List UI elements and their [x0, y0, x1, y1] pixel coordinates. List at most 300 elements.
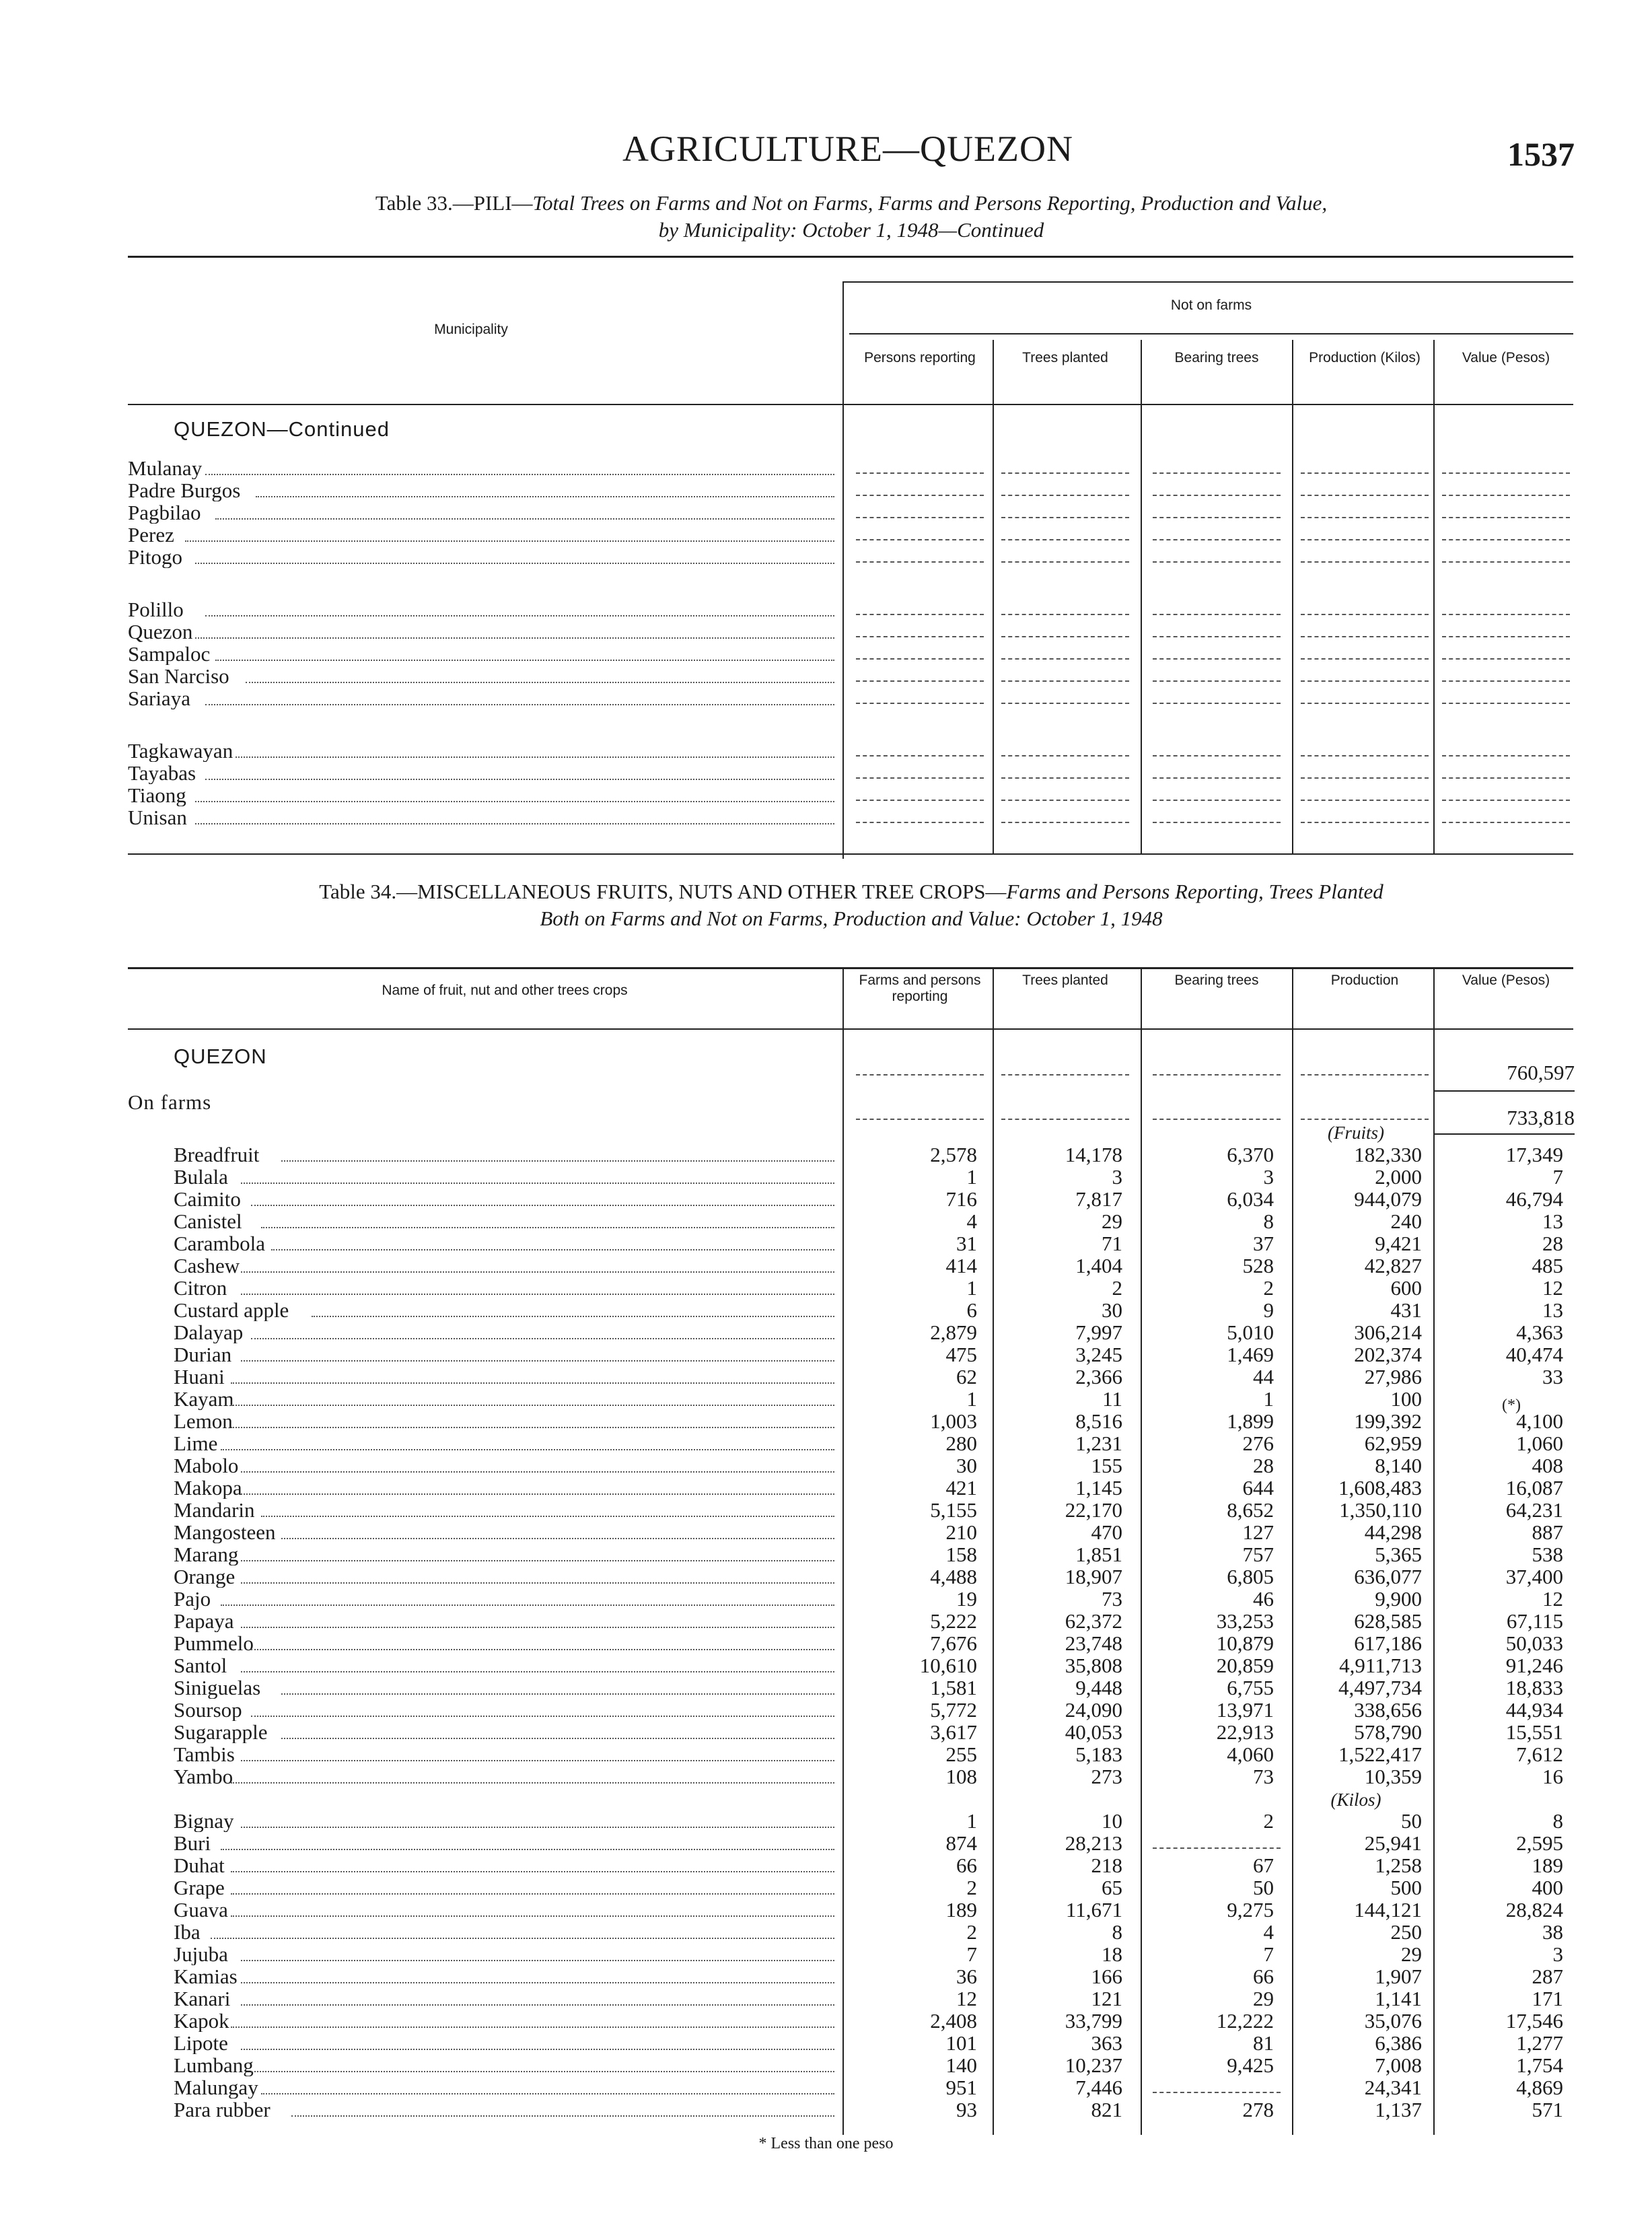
table34-cell: 64,231	[1505, 1498, 1563, 1522]
table34-cell: 140	[945, 2053, 977, 2077]
table34-cell: 2	[1112, 1276, 1122, 1300]
leader-dots	[231, 1382, 834, 1384]
empty-cell-dash	[1301, 1074, 1429, 1076]
table34-cell: 9,275	[1227, 1898, 1274, 1922]
table33-column-header: Value (Pesos)	[1462, 350, 1550, 365]
table34-cell: 33,799	[1065, 2009, 1122, 2033]
table34-cell: 9,425	[1227, 2053, 1274, 2077]
table33-header-rule	[128, 404, 1573, 405]
table33-caption	[101, 190, 1602, 244]
empty-cell-dash	[1442, 822, 1570, 823]
table34-cell: 1,608,483	[1338, 1476, 1422, 1500]
table34-cell: 5,155	[930, 1498, 977, 1522]
table34-cell: 7,446	[1075, 2076, 1122, 2099]
leader-dots	[231, 1782, 834, 1784]
table34-cell: 30	[1102, 1298, 1122, 1322]
crop-name: Carambola	[174, 1233, 266, 1255]
table34-cell: 5,222	[930, 1609, 977, 1633]
empty-cell-dash	[1301, 636, 1429, 637]
table34-cell: 400	[1532, 1876, 1563, 1899]
empty-cell-dash	[1442, 777, 1570, 779]
empty-cell-dash	[1301, 472, 1429, 474]
crop-name: Malungay	[174, 2077, 258, 2099]
table34-cell: 874	[945, 1831, 977, 1855]
table34-cell: 1	[1263, 1387, 1274, 1411]
empty-cell-dash	[1153, 539, 1281, 540]
municipality-name: Mulanay	[128, 458, 203, 479]
table34-cell: 1,258	[1375, 1854, 1422, 1877]
table34-cell: 38	[1542, 1920, 1563, 1944]
empty-cell-dash	[1001, 777, 1129, 779]
leader-dots	[241, 1471, 834, 1473]
empty-cell-dash	[1301, 1119, 1429, 1120]
table34-cell: 6	[966, 1298, 977, 1322]
municipality-name: Polillo	[128, 599, 184, 621]
table34-cell: 276	[1242, 1432, 1274, 1455]
table34-column-header: Trees planted	[1022, 973, 1108, 988]
empty-cell-dash	[1301, 703, 1429, 704]
leader-dots	[231, 1871, 834, 1872]
table34-cell: 475	[945, 1343, 977, 1366]
table34-onfarms-label: On farms	[128, 1090, 212, 1114]
leader-dots	[241, 1183, 834, 1184]
municipality-name: Tiaong	[128, 785, 186, 806]
crop-name: Jujuba	[174, 1944, 228, 1965]
table34-cell: 8	[1263, 1209, 1274, 1233]
table34-cell: 13	[1542, 1209, 1563, 1233]
table34-cell: 46,794	[1505, 1187, 1563, 1211]
table34-cell: 3,245	[1075, 1343, 1122, 1366]
leader-dots	[251, 1649, 834, 1650]
page-number: 1537	[1507, 135, 1575, 173]
table34-cell: 30	[956, 1454, 977, 1477]
leader-dots	[291, 2115, 834, 2117]
crop-name: Breadfruit	[174, 1144, 260, 1166]
table34-cell: 101	[945, 2031, 977, 2055]
leader-dots	[231, 1915, 834, 1917]
crop-name: Duhat	[174, 1855, 225, 1876]
crop-name: Tambis	[174, 1744, 235, 1765]
empty-cell-dash	[1301, 517, 1429, 518]
table34-cell: 66	[1253, 1965, 1274, 1988]
table34-cell: 4	[1263, 1920, 1274, 1944]
municipality-name: Unisan	[128, 807, 187, 829]
table33-column-divider	[1292, 340, 1293, 853]
municipality-name: Sariaya	[128, 688, 190, 709]
crop-name: Papaya	[174, 1611, 234, 1632]
table34-cell: 218	[1091, 1854, 1122, 1877]
leader-dots	[236, 756, 834, 758]
table34-cell: 67,115	[1506, 1609, 1563, 1633]
table34-cell: 2,408	[930, 2009, 977, 2033]
empty-cell-dash	[1001, 822, 1129, 823]
leader-dots	[215, 518, 834, 520]
table34-cell: 4,363	[1516, 1320, 1563, 1344]
table34-caption-rest: Farms and Persons Reporting, Trees Planted	[1006, 880, 1384, 903]
table34-cell: 171	[1532, 1987, 1563, 2010]
table34-cell: 11,671	[1065, 1898, 1122, 1922]
crop-name: Cashew	[174, 1255, 240, 1277]
table34-cell: 1	[966, 1276, 977, 1300]
empty-cell-dash	[856, 636, 984, 637]
table34-cell: 2,595	[1516, 1831, 1563, 1855]
table34-cell: 500	[1390, 1876, 1422, 1899]
leader-dots	[205, 615, 834, 616]
table34-cell: 100	[1390, 1387, 1422, 1411]
table34-cell: 1	[966, 1809, 977, 1833]
table34-cell: 37	[1253, 1232, 1274, 1255]
table34-cell: 821	[1091, 2098, 1122, 2121]
empty-cell-dash	[1442, 517, 1570, 518]
crop-name: Huani	[174, 1366, 225, 1388]
table34-cell: 8,140	[1375, 1454, 1422, 1477]
table34-cell: 23,748	[1065, 1631, 1122, 1655]
empty-cell-dash	[1001, 472, 1129, 474]
table34-cell: 13	[1542, 1298, 1563, 1322]
table34-cell: 91,246	[1505, 1654, 1563, 1677]
table34-cell: 6,386	[1375, 2031, 1422, 2055]
table34-cell: 273	[1091, 1765, 1122, 1788]
crop-name: Mabolo	[174, 1455, 239, 1477]
table34-onfarms-value: 733,818	[1507, 1106, 1575, 1129]
table34-cell: 363	[1091, 2031, 1122, 2055]
empty-cell-dash	[1442, 495, 1570, 496]
table34-cell: 4,869	[1516, 2076, 1563, 2099]
empty-cell-dash	[856, 822, 984, 823]
table34-cell: 7	[1552, 1165, 1563, 1189]
table34-cell: 182,330	[1354, 1143, 1422, 1166]
empty-cell-dash	[1301, 755, 1429, 756]
empty-cell-dash	[1153, 680, 1281, 682]
crop-name: Lipote	[174, 2033, 228, 2054]
empty-cell-dash	[1301, 822, 1429, 823]
empty-cell-dash	[1153, 658, 1281, 660]
table34-total-rule	[1433, 1090, 1575, 1092]
crop-name: Kamias	[174, 1966, 238, 1987]
crop-name: Canistel	[174, 1211, 242, 1232]
crop-name: Pajo	[174, 1588, 211, 1610]
municipality-name: Sampaloc	[128, 643, 211, 665]
table34-cell: 65	[1102, 1876, 1122, 1899]
table34-cell: 9,900	[1375, 1587, 1422, 1611]
leader-dots	[221, 1849, 834, 1850]
empty-cell-dash	[1001, 495, 1129, 496]
table34-cell: 189	[1532, 1854, 1563, 1877]
table34-cell: 11	[1102, 1387, 1122, 1411]
table34-cell: 617,186	[1354, 1631, 1422, 1655]
crop-name: Yambo	[174, 1766, 234, 1788]
table34-cell: 50	[1401, 1809, 1422, 1833]
table34-cell: 166	[1091, 1965, 1122, 1988]
table34-cell: 35,076	[1364, 2009, 1422, 2033]
empty-cell-dash	[1001, 703, 1129, 704]
table34-cell: 50	[1253, 1876, 1274, 1899]
leader-dots	[241, 1827, 834, 1828]
table34-cell: 306,214	[1354, 1320, 1422, 1344]
leader-dots	[211, 1938, 834, 1939]
table34-onfarms-rule	[1433, 1133, 1575, 1135]
empty-cell-dash	[1153, 1119, 1281, 1120]
table34-cell: 2	[1263, 1809, 1274, 1833]
crop-name: Siniguelas	[174, 1677, 261, 1699]
leader-dots	[221, 1605, 834, 1606]
empty-cell-dash	[1153, 800, 1281, 801]
table34-cell: 18	[1102, 1942, 1122, 1966]
municipality-name: Padre Burgos	[128, 480, 241, 501]
empty-cell-dash	[1001, 755, 1129, 756]
table34-column-header: Production	[1330, 973, 1399, 988]
leader-dots	[251, 1205, 834, 1206]
leader-dots	[241, 1560, 834, 1561]
table34-cell: 158	[945, 1543, 977, 1566]
crop-name: Dalayap	[174, 1322, 244, 1343]
table34-cell: 46	[1253, 1587, 1274, 1611]
table34-cell: 12	[1542, 1587, 1563, 1611]
empty-cell-dash	[1153, 703, 1281, 704]
table34-cell: 29	[1253, 1987, 1274, 2010]
table34-header-rule	[128, 1028, 1573, 1030]
leader-dots	[241, 2004, 834, 2006]
table34-cell: 81	[1253, 2031, 1274, 2055]
crop-name: Soursop	[174, 1699, 242, 1721]
table34-cell: 25,941	[1364, 1831, 1422, 1855]
leader-dots	[205, 704, 834, 705]
table34-cell: 5,772	[930, 1698, 977, 1722]
table34-cell: 44,298	[1364, 1520, 1422, 1544]
table33-caption-line2: by Municipality: October 1, 1948—Continued	[658, 218, 1044, 242]
table33-column-divider	[993, 340, 994, 853]
table34-cell: 73	[1102, 1587, 1122, 1611]
leader-dots	[251, 1716, 834, 1717]
table34-cell: 255	[945, 1742, 977, 1766]
table34-cell: 951	[945, 2076, 977, 2099]
table34-cell: 414	[945, 1254, 977, 1277]
leader-dots	[251, 2071, 834, 2072]
table34-cell: 6,370	[1227, 1143, 1274, 1166]
leader-dots	[195, 637, 834, 639]
table34-cell: 571	[1532, 2098, 1563, 2121]
table34-cell: 5,365	[1375, 1543, 1422, 1566]
empty-cell-dash	[856, 1074, 984, 1076]
empty-cell-dash	[1153, 561, 1281, 563]
table34-cell: 8	[1112, 1920, 1122, 1944]
crop-name: Buri	[174, 1833, 211, 1854]
empty-cell-dash	[856, 495, 984, 496]
table34-cell: 155	[1091, 1454, 1122, 1477]
table34-column-header: Bearing trees	[1174, 973, 1259, 988]
empty-cell-dash	[1301, 658, 1429, 660]
leader-dots	[281, 1538, 834, 1539]
leader-dots	[241, 1960, 834, 1961]
table34-cell: 1	[966, 1387, 977, 1411]
empty-cell-dash	[1153, 472, 1281, 474]
crop-name: Orange	[174, 1566, 236, 1588]
leader-dots	[241, 1627, 834, 1628]
table33-group-header: Not on farms	[1170, 297, 1252, 313]
table34-cell: 17,349	[1505, 1143, 1563, 1166]
table34-cell: 1,145	[1075, 1476, 1122, 1500]
crop-name: Lumbang	[174, 2055, 254, 2076]
table34-cell: 202,374	[1354, 1343, 1422, 1366]
empty-cell-dash	[1153, 517, 1281, 518]
empty-cell-dash	[1001, 658, 1129, 660]
table34-stub-header: Name of fruit, nut and other trees crops	[382, 983, 628, 998]
table34-cell: 1,469	[1227, 1343, 1274, 1366]
municipality-name: Perez	[128, 524, 174, 546]
leader-dots	[241, 1582, 834, 1584]
table33-column-divider	[1141, 340, 1142, 853]
table34-cell: 93	[956, 2098, 977, 2121]
table34-column-divider	[993, 967, 994, 2135]
table34-cell: 6,034	[1227, 1187, 1274, 1211]
table34-cell: 10	[1102, 1809, 1122, 1833]
crop-name: Para rubber	[174, 2099, 271, 2121]
table34-cell: 67	[1253, 1854, 1274, 1877]
empty-cell-dash	[1153, 614, 1281, 615]
empty-cell-dash	[856, 703, 984, 704]
table34-cell: 31	[956, 1232, 977, 1255]
empty-cell-dash	[1301, 777, 1429, 779]
table34-cell: 4,100	[1516, 1409, 1563, 1433]
table34-total-value: 760,597	[1507, 1061, 1575, 1084]
table34-cell: 1,060	[1516, 1432, 1563, 1455]
leader-dots	[281, 1160, 834, 1162]
table34-cell: 240	[1390, 1209, 1422, 1233]
table34-cell: 28	[1253, 1454, 1274, 1477]
crop-name: Santol	[174, 1655, 227, 1677]
table34-cell: 280	[945, 1432, 977, 1455]
empty-cell-dash	[856, 1119, 984, 1120]
table34-cell: 2,366	[1075, 1365, 1122, 1388]
table34-cell: 144,121	[1354, 1898, 1422, 1922]
empty-cell-dash	[1001, 517, 1129, 518]
leader-dots	[221, 1449, 834, 1450]
table34-cell: 189	[945, 1898, 977, 1922]
empty-cell-dash	[1301, 614, 1429, 615]
empty-cell-dash	[1442, 472, 1570, 474]
empty-cell-dash	[1301, 561, 1429, 563]
empty-cell-dash	[1001, 800, 1129, 801]
table34-cell: 2	[1263, 1276, 1274, 1300]
table34-cell: 5,183	[1075, 1742, 1122, 1766]
leader-dots	[261, 1516, 834, 1517]
table33-column-header: Trees planted	[1022, 350, 1108, 365]
leader-dots	[205, 779, 834, 780]
leader-dots	[241, 1294, 834, 1295]
table34-cell: 66	[956, 1854, 977, 1877]
leader-dots	[241, 1360, 834, 1362]
leader-dots	[241, 1671, 834, 1672]
page-title: AGRICULTURE—QUEZON	[622, 129, 1073, 169]
table34-cell: 22,170	[1065, 1498, 1122, 1522]
table34-top-rule	[128, 967, 1573, 969]
table34-cell: 1,137	[1375, 2098, 1422, 2121]
table34-cell: 10,359	[1364, 1765, 1422, 1788]
empty-cell-dash	[1153, 1847, 1281, 1849]
leader-dots	[281, 1693, 834, 1695]
municipality-name: Pagbilao	[128, 502, 201, 524]
table34-cell: 10,610	[919, 1654, 977, 1677]
municipality-name: Tagkawayan	[128, 740, 234, 762]
table34-cell: 1,754	[1516, 2053, 1563, 2077]
municipality-name: Quezon	[128, 621, 193, 643]
table34-stub-divider	[842, 967, 844, 2135]
table34-cell: 2,578	[930, 1143, 977, 1166]
table34-cell: 40,053	[1065, 1720, 1122, 1744]
leader-dots	[261, 2093, 834, 2094]
table34-cell: 127	[1242, 1520, 1274, 1544]
table34-cell: 22,913	[1216, 1720, 1274, 1744]
footnote-marker: (*)	[1502, 1397, 1521, 1414]
unit-kilos-label: (Kilos)	[1330, 1790, 1381, 1810]
table34-cell: 421	[945, 1476, 977, 1500]
table33-caption-lead: Table 33.—PILI—	[375, 191, 533, 215]
table34-cell: 628,585	[1354, 1609, 1422, 1633]
table34-cell: 10,237	[1065, 2053, 1122, 2077]
table34-cell: 121	[1091, 1987, 1122, 2010]
leader-dots	[281, 1738, 834, 1739]
empty-cell-dash	[856, 658, 984, 660]
table34-cell: 1,231	[1075, 1432, 1122, 1455]
leader-dots	[241, 1493, 834, 1495]
table34-cell: 71	[1102, 1232, 1122, 1255]
municipality-name: Tayabas	[128, 763, 196, 784]
table33-column-header: Persons reporting	[864, 350, 976, 365]
table34-cell: 2	[966, 1920, 977, 1944]
empty-cell-dash	[1001, 636, 1129, 637]
table34-cell: 6,755	[1227, 1676, 1274, 1699]
table34-cell: 4,911,713	[1339, 1654, 1422, 1677]
table34-cell: 644	[1242, 1476, 1274, 1500]
table33-caption-rest: Total Trees on Farms and Not on Farms, Farms and Persons Reporting, Production and Value,	[532, 191, 1328, 215]
empty-cell-dash	[1301, 495, 1429, 496]
table34-cell: 538	[1532, 1543, 1563, 1566]
empty-cell-dash	[1442, 539, 1570, 540]
empty-cell-dash	[1001, 1119, 1129, 1120]
leader-dots	[241, 1982, 834, 1983]
empty-cell-dash	[1442, 800, 1570, 801]
table34-cell: 578,790	[1354, 1720, 1422, 1744]
crop-name: Pummelo	[174, 1633, 254, 1654]
empty-cell-dash	[856, 561, 984, 563]
table34-cell: 1,899	[1227, 1409, 1274, 1433]
empty-cell-dash	[1153, 1074, 1281, 1076]
empty-cell-dash	[1442, 614, 1570, 615]
table33-column-divider	[1433, 340, 1435, 853]
leader-dots	[312, 1316, 834, 1317]
table34-cell: 431	[1390, 1298, 1422, 1322]
empty-cell-dash	[856, 800, 984, 801]
table34-total-label: QUEZON	[174, 1045, 267, 1068]
table34-cell: 528	[1242, 1254, 1274, 1277]
crop-name: Kanari	[174, 1988, 231, 2010]
empty-cell-dash	[856, 539, 984, 540]
table34-cell: 1,003	[930, 1409, 977, 1433]
table34-cell: 4,497,734	[1338, 1676, 1422, 1699]
leader-dots	[231, 1427, 834, 1428]
table34-cell: 5,010	[1227, 1320, 1274, 1344]
empty-cell-dash	[856, 614, 984, 615]
crop-name: Bulala	[174, 1166, 228, 1188]
leader-dots	[215, 660, 834, 661]
empty-cell-dash	[1153, 495, 1281, 496]
table34-cell: 470	[1091, 1520, 1122, 1544]
table34-cell: 18,833	[1505, 1676, 1563, 1699]
table34-cell: 7,997	[1075, 1320, 1122, 1344]
table34-cell: 338,656	[1354, 1698, 1422, 1722]
empty-cell-dash	[1001, 680, 1129, 682]
leader-dots	[261, 1227, 834, 1228]
